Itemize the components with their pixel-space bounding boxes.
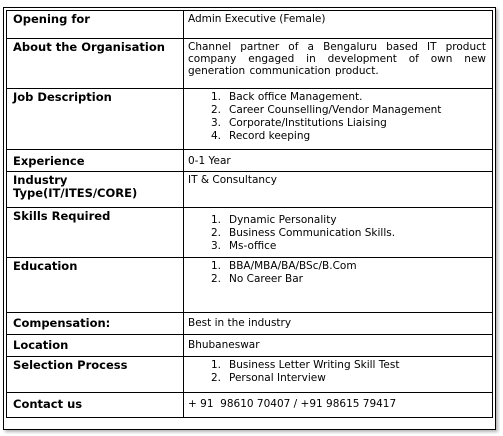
value-selection-process bbox=[184, 357, 493, 393]
value-about-organisation: Channel partner of a Bengaluru based IT product company engaged in development of own new generation communication product. bbox=[184, 39, 493, 89]
job-description-list bbox=[188, 91, 486, 143]
label-selection-process: Selection Process bbox=[7, 357, 184, 393]
label-industry-type: Industry Type(IT/ITES/CORE) bbox=[7, 172, 184, 208]
value-location: Bhubaneswar bbox=[184, 335, 493, 357]
label-job-description: Job Description bbox=[7, 89, 184, 150]
list-item: 1. BBA/MBA/BA/BSc/B.Com bbox=[210, 260, 357, 272]
table-row bbox=[7, 172, 493, 208]
label-compensation: Compensation: bbox=[7, 313, 184, 335]
label-opening-for: Opening for bbox=[7, 11, 184, 39]
value-compensation: Best in the industry bbox=[184, 313, 493, 335]
label-about-organisation: About the Organisation bbox=[7, 39, 184, 89]
list-item: 3. Corporate/Institutions Liaising bbox=[210, 117, 387, 129]
table-row bbox=[7, 313, 493, 335]
list-item: 2. Business Communication Skills. bbox=[210, 227, 396, 239]
table-row bbox=[7, 393, 493, 418]
value-job-description bbox=[184, 89, 493, 150]
list-item: 1. Business Letter Writing Skill Test bbox=[210, 359, 400, 371]
list-item: 3. Ms-office bbox=[210, 240, 277, 252]
value-skills-required bbox=[184, 208, 493, 258]
job-details-table bbox=[6, 10, 493, 418]
table-row bbox=[7, 258, 493, 313]
value-experience: 0-1 Year bbox=[184, 150, 493, 172]
label-location: Location bbox=[7, 335, 184, 357]
selection-process-list bbox=[188, 359, 486, 385]
skills-list bbox=[188, 214, 486, 253]
table-row bbox=[7, 150, 493, 172]
table-row bbox=[7, 89, 493, 150]
value-contact-us: + 91 98610 70407 / +91 98615 79417 bbox=[184, 393, 493, 418]
value-industry-type: IT & Consultancy bbox=[184, 172, 493, 208]
table-row bbox=[7, 208, 493, 258]
table-row bbox=[7, 335, 493, 357]
label-contact-us: Contact us bbox=[7, 393, 184, 418]
label-skills-required: Skills Required bbox=[7, 208, 184, 258]
list-item: 1. Dynamic Personality bbox=[210, 214, 337, 226]
label-education: Education bbox=[7, 258, 184, 313]
table-row bbox=[7, 357, 493, 393]
value-education bbox=[184, 258, 493, 313]
list-item: 2. No Career Bar bbox=[210, 273, 303, 285]
table-row bbox=[7, 39, 493, 89]
value-opening-for: Admin Executive (Female) bbox=[184, 11, 493, 39]
list-item: 2. Career Counselling/Vendor Management bbox=[210, 104, 442, 116]
education-list bbox=[188, 260, 486, 286]
table-row bbox=[7, 11, 493, 39]
list-item: 2. Personal Interview bbox=[210, 372, 326, 384]
job-details-panel bbox=[3, 7, 496, 430]
label-experience: Experience bbox=[7, 150, 184, 172]
list-item: 1. Back office Management. bbox=[210, 91, 363, 103]
list-item: 4. Record keeping bbox=[210, 130, 311, 142]
